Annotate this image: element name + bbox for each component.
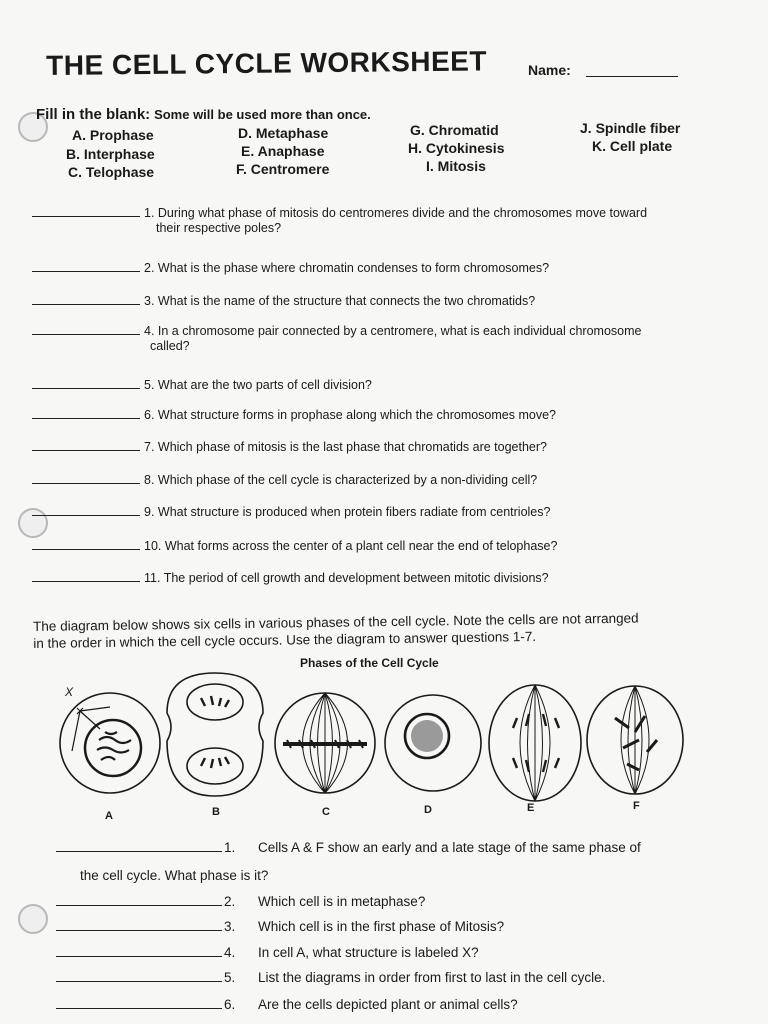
answer-blank[interactable] (32, 539, 140, 550)
question-text: 8. Which phase of the cell cycle is characterized by a non-dividing cell? (144, 473, 538, 487)
question-text: 11. The period of cell growth and development between mitotic divisions? (144, 571, 549, 585)
answer-blank[interactable] (32, 324, 140, 335)
fill-question-9 (32, 505, 732, 519)
cell-c-icon (275, 693, 375, 793)
question-text: Which cell is in metaphase? (258, 894, 426, 909)
diagram-question-4 (56, 945, 736, 960)
question-text: 10. What forms across the center of a plant cell near the end of telophase? (144, 539, 558, 553)
answer-blank[interactable] (56, 841, 222, 852)
answer-blank[interactable] (32, 408, 140, 419)
binder-hole-bottom (18, 904, 48, 934)
cell-label-e: E (527, 802, 535, 814)
cell-label-d: D (424, 804, 432, 816)
diagram-question-3 (56, 919, 736, 934)
option-a: A. Prophase (72, 127, 154, 143)
question-text: 3. What is the name of the structure that connects the two chromatids? (144, 294, 536, 308)
question-text: 6. What structure forms in prophase along which the chromosomes move? (144, 408, 556, 422)
fill-question-7 (32, 440, 732, 454)
fill-blank-heading-main: Fill in the blank: (36, 106, 151, 123)
option-i: I. Mitosis (426, 158, 486, 174)
question-number: 1. (224, 840, 236, 855)
option-d: D. Metaphase (238, 125, 329, 141)
diagram-intro-line: The diagram below shows six cells in various phases of the cell cycle. Note the cells are not arranged (33, 610, 639, 634)
cell-label-b: B (212, 806, 220, 818)
answer-blank[interactable] (56, 971, 222, 982)
question-text: List the diagrams in order from first to last in the cell cycle. (258, 970, 606, 985)
diagram-question-5 (56, 970, 736, 985)
cell-d-icon (385, 695, 481, 791)
diagram-intro (33, 608, 733, 652)
diagram-question-2 (56, 894, 736, 909)
cell-b-icon (167, 673, 263, 796)
cell-f-icon (587, 686, 683, 794)
answer-blank[interactable] (32, 440, 140, 451)
name-field[interactable] (586, 76, 678, 77)
answer-blank[interactable] (56, 920, 222, 931)
answer-blank[interactable] (56, 946, 222, 957)
page-title: THE CELL CYCLE WORKSHEET (46, 45, 488, 81)
fill-question-11 (32, 571, 732, 585)
answer-blank[interactable] (56, 895, 222, 906)
cell-label-f: F (633, 800, 640, 812)
fill-question-2 (32, 261, 732, 275)
fill-question-1 (32, 206, 732, 235)
label-x-marker: X (65, 685, 74, 699)
question-text: 7. Which phase of mitosis is the last phase that chromatids are together? (144, 440, 547, 454)
name-label: Name: (528, 62, 571, 78)
fill-question-4 (32, 324, 732, 353)
question-text: 2. What is the phase where chromatin condenses to form chromosomes? (144, 261, 550, 275)
option-b: B. Interphase (66, 146, 155, 162)
answer-blank[interactable] (32, 206, 140, 217)
question-number: 5. (224, 970, 236, 985)
answer-blank[interactable] (32, 571, 140, 582)
answer-blank[interactable] (32, 294, 140, 305)
option-f: F. Centromere (236, 161, 330, 177)
fill-question-5 (32, 378, 732, 392)
diagram-intro-line: in the order in which the cell cycle occurs. Use the diagram to answer questions 1-7. (33, 628, 537, 651)
fill-question-6 (32, 408, 732, 422)
answer-blank[interactable] (32, 473, 140, 484)
option-k: K. Cell plate (592, 138, 673, 154)
cell-e-icon (489, 685, 581, 801)
diagram-title: Phases of the Cell Cycle (300, 656, 439, 670)
diagram-question-1 (56, 840, 736, 855)
answer-blank[interactable] (32, 378, 140, 389)
option-g: G. Chromatid (410, 122, 499, 138)
question-text: Are the cells depicted plant or animal cells? (258, 997, 518, 1012)
option-h: H. Cytokinesis (408, 140, 505, 156)
question-text: Which cell is in the first phase of Mitosis? (258, 919, 505, 934)
question-number: 6. (224, 997, 236, 1012)
option-e: E. Anaphase (241, 143, 325, 159)
option-c: C. Telophase (68, 164, 155, 180)
question-text: In cell A, what structure is labeled X? (258, 945, 479, 960)
question-number: 3. (224, 919, 236, 934)
cell-label-a: A (105, 810, 113, 822)
fill-question-3 (32, 294, 732, 308)
fill-blank-heading (36, 106, 371, 123)
fill-question-10 (32, 539, 732, 553)
question-number: 2. (224, 894, 236, 909)
answer-blank[interactable] (32, 261, 140, 272)
fill-question-8 (32, 473, 732, 487)
answer-blank[interactable] (32, 505, 140, 516)
question-text: Cells A & F show an early and a late stage of the same phase of (258, 840, 641, 855)
cell-cycle-diagram (55, 668, 695, 803)
cell-a-icon (60, 693, 160, 793)
fill-blank-heading-rest: Some will be used more than once. (154, 107, 371, 122)
question-text: 1. During what phase of mitosis do centromeres divide and the chromosomes move toward (144, 206, 648, 220)
cell-label-c: C (322, 806, 330, 818)
diagram-question-1-cont: the cell cycle. What phase is it? (80, 868, 269, 883)
question-text: 4. In a chromosome pair connected by a centromere, what is each individual chromosome (144, 324, 642, 338)
question-text: 9. What structure is produced when protein fibers radiate from centrioles? (144, 505, 551, 519)
question-text-cont: their respective poles? (156, 221, 282, 235)
question-text-cont: called? (150, 339, 190, 353)
question-text: 5. What are the two parts of cell division? (144, 378, 372, 392)
question-number: 4. (224, 945, 236, 960)
diagram-question-6 (56, 997, 736, 1012)
answer-blank[interactable] (56, 998, 222, 1009)
option-j: J. Spindle fiber (580, 120, 681, 136)
